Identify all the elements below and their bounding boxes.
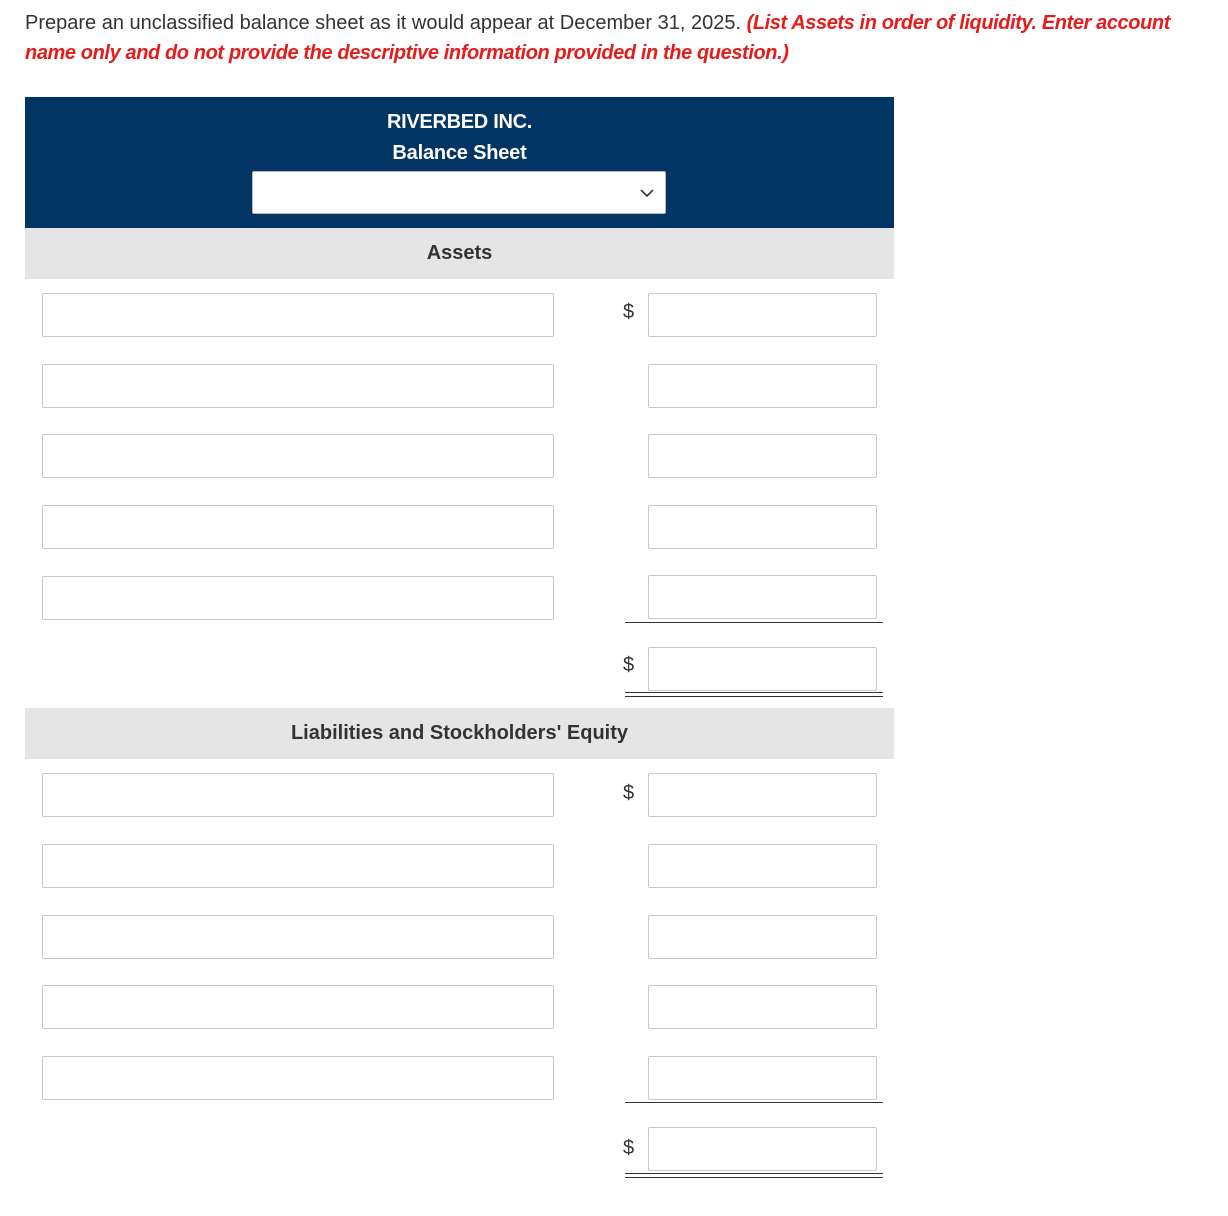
asset-total-currency: $ — [623, 654, 635, 676]
chevron-down-icon — [639, 185, 655, 201]
subtotal-rule — [625, 622, 883, 623]
question-instructions — [25, 8, 1220, 68]
asset-amount-input-3[interactable] — [648, 434, 877, 478]
liability-amount-input-1[interactable] — [648, 773, 877, 817]
asset-account-input-4[interactable] — [42, 505, 554, 549]
liability-amount-input-3[interactable] — [648, 915, 877, 959]
liability-amount-input-5[interactable] — [648, 1056, 877, 1100]
liability-account-input-2[interactable] — [42, 844, 554, 888]
instruction-note: (List Assets in order of liquidity. Enter account name only and do not provide the descriptive information provided in the question.) — [25, 12, 1170, 64]
asset-amount-input-4[interactable] — [648, 505, 877, 549]
asset-account-input-1[interactable] — [42, 293, 554, 337]
total-double-rule — [625, 692, 883, 697]
liabilities-equity-heading: Liabilities and Stockholders' Equity — [25, 708, 894, 759]
statement-title: Balance Sheet — [392, 142, 527, 164]
asset-account-input-5[interactable] — [42, 576, 554, 620]
balance-sheet — [25, 97, 894, 1159]
instruction-text: Prepare an unclassified balance sheet as it would appear at December 31, 2025. — [25, 12, 742, 34]
asset-account-input-2[interactable] — [42, 364, 554, 408]
liability-amount-input-4[interactable] — [648, 985, 877, 1029]
liability-account-input-3[interactable] — [42, 915, 554, 959]
assets-heading: Assets — [25, 228, 894, 279]
liability-account-input-4[interactable] — [42, 985, 554, 1029]
liability-amount-input-2[interactable] — [648, 844, 877, 888]
liability-total-currency: $ — [623, 1137, 635, 1159]
subtotal-rule — [625, 1102, 883, 1103]
date-dropdown[interactable] — [252, 171, 666, 214]
liability-account-input-1[interactable] — [42, 773, 554, 817]
liability-account-input-5[interactable] — [42, 1056, 554, 1100]
asset-amount-input-1[interactable] — [648, 293, 877, 337]
statement-header — [25, 97, 894, 228]
asset-account-input-3[interactable] — [42, 434, 554, 478]
company-name: RIVERBED INC. — [386, 111, 532, 133]
asset-currency-1: $ — [623, 301, 635, 323]
total-double-rule — [625, 1173, 883, 1178]
asset-amount-input-2[interactable] — [648, 364, 877, 408]
total-liabilities-equity-input[interactable] — [648, 1127, 877, 1171]
liability-currency-1: $ — [623, 782, 635, 804]
asset-amount-input-5[interactable] — [648, 575, 877, 619]
total-assets-input[interactable] — [648, 647, 877, 691]
